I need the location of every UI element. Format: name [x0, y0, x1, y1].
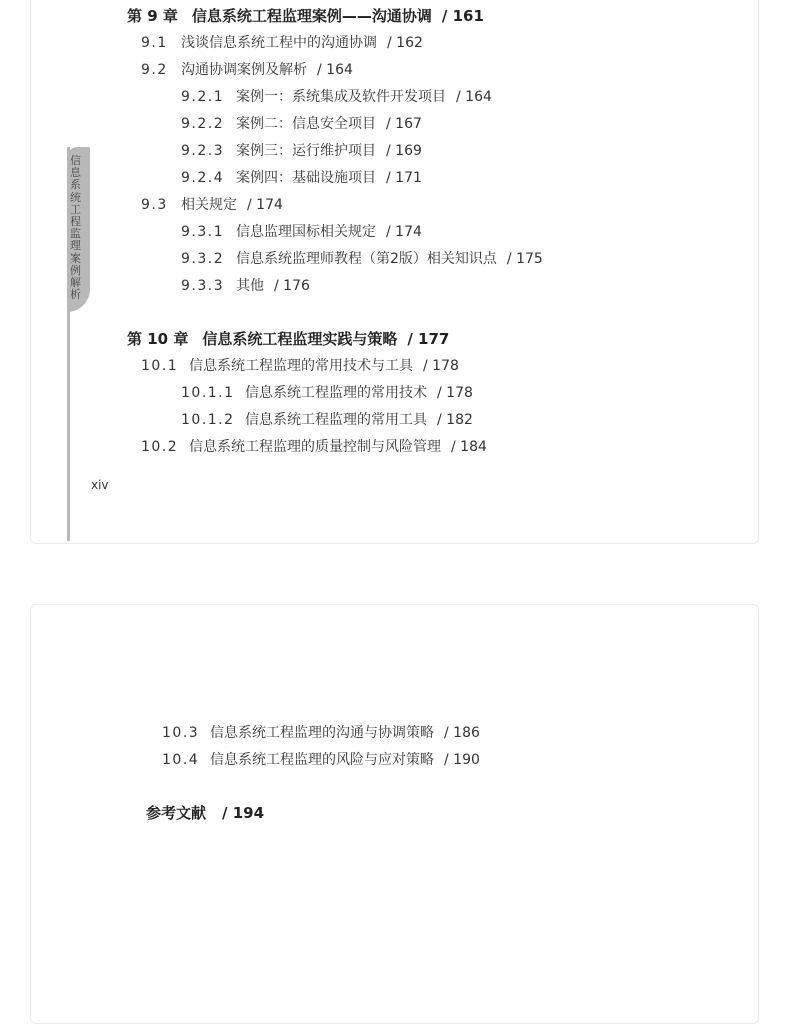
chapter-number: 第 9 章 — [127, 7, 178, 25]
section-number: 9.3.1 — [181, 224, 225, 240]
chapter-title: 信息系统工程监理实践与策略 — [202, 330, 398, 348]
page-ref: / 178 — [423, 358, 459, 374]
toc-entry-10-1-2[interactable] — [181, 411, 473, 429]
toc-entry-9-2[interactable] — [141, 61, 353, 79]
toc-entry-10-2[interactable] — [141, 438, 487, 456]
page-ref: / 174 — [386, 224, 422, 240]
section-number: 10.1 — [141, 358, 179, 374]
page-number: xiv — [91, 478, 109, 492]
page-ref: / 178 — [437, 385, 473, 401]
section-title: 案例四：基础设施项目 — [236, 170, 376, 186]
section-number: 9.2.4 — [181, 170, 225, 186]
section-number: 9.3.2 — [181, 251, 225, 267]
side-tab-background — [67, 147, 90, 312]
section-title: 信息系统监理师教程（第2版）相关知识点 — [236, 251, 497, 267]
page-ref: / 175 — [506, 251, 543, 267]
chapter-title: 信息系统工程监理案例——沟通协调 — [191, 7, 432, 25]
toc-entry-9-1[interactable] — [141, 34, 423, 52]
section-title: 信息监理国标相关规定 — [236, 224, 376, 240]
toc-entry-10-1[interactable] — [141, 357, 459, 375]
toc-entry-9-3-2[interactable] — [181, 250, 543, 268]
page-ref: / 161 — [441, 7, 484, 25]
toc-entry-9-2-4[interactable] — [181, 169, 422, 187]
section-title: 信息系统工程监理的沟通与协调策略 — [210, 725, 434, 741]
toc-chapter-10[interactable] — [127, 330, 449, 348]
section-number: 9.2.1 — [181, 89, 225, 105]
section-number: 10.2 — [141, 439, 179, 455]
page-ref: / 164 — [456, 89, 492, 105]
section-title: 浅谈信息系统工程中的沟通协调 — [181, 35, 377, 51]
page-ref: / 162 — [387, 35, 423, 51]
page-ref: / 184 — [451, 439, 487, 455]
section-number: 9.1 — [141, 35, 168, 51]
section-title: 其他 — [236, 278, 264, 294]
section-number: 9.3.3 — [181, 278, 225, 294]
toc-chapter-9[interactable] — [127, 7, 484, 25]
toc-entry-10-4[interactable] — [162, 751, 480, 769]
section-title: 案例三：运行维护项目 — [236, 143, 376, 159]
toc-entry-9-2-1[interactable] — [181, 88, 492, 106]
toc-entry-10-3[interactable] — [162, 724, 480, 742]
page-ref: / 171 — [386, 170, 422, 186]
section-title: 案例二：信息安全项目 — [236, 116, 376, 132]
toc-entry-9-2-2[interactable] — [181, 115, 422, 133]
section-title: 信息系统工程监理的质量控制与风险管理 — [189, 439, 441, 455]
section-number: 9.2 — [141, 62, 168, 78]
page-ref: / 167 — [386, 116, 422, 132]
toc-entry-10-1-1[interactable] — [181, 384, 473, 402]
toc-entry-9-2-3[interactable] — [181, 142, 422, 160]
section-number: 10.3 — [162, 725, 200, 741]
page-ref: / 190 — [444, 752, 480, 768]
page-ref: / 177 — [407, 330, 450, 348]
page-ref: / 182 — [437, 412, 473, 428]
section-title: 信息系统工程监理的常用技术 — [245, 385, 427, 401]
side-tab-label: 信息系统工程监理案例解析 — [70, 154, 81, 302]
section-number: 9.2.3 — [181, 143, 225, 159]
section-number: 10.4 — [162, 752, 200, 768]
section-title: 信息系统工程监理的常用技术与工具 — [189, 358, 413, 374]
section-number: 10.1.1 — [181, 385, 235, 401]
toc-page-lower — [30, 604, 759, 1024]
section-number: 9.3 — [141, 197, 168, 213]
toc-entry-9-3[interactable] — [141, 196, 283, 214]
section-number: 10.1.2 — [181, 412, 235, 428]
page-ref: / 164 — [317, 62, 353, 78]
toc-entry-9-3-1[interactable] — [181, 223, 422, 241]
section-title: 信息系统工程监理的常用工具 — [245, 412, 427, 428]
page-ref: / 176 — [274, 278, 310, 294]
chapter-number: 第 10 章 — [127, 330, 189, 348]
toc-entry-9-3-3[interactable] — [181, 277, 310, 295]
page-ref: / 194 — [222, 804, 265, 822]
page-ref: / 169 — [386, 143, 422, 159]
page-ref: / 186 — [444, 725, 480, 741]
toc-page-upper — [30, 0, 759, 544]
section-number: 9.2.2 — [181, 116, 225, 132]
page-ref: / 174 — [247, 197, 283, 213]
section-title: 信息系统工程监理的风险与应对策略 — [210, 752, 434, 768]
chapter-side-tab — [67, 147, 90, 541]
toc-references[interactable] — [146, 804, 264, 822]
references-title: 参考文献 — [146, 804, 207, 822]
section-title: 沟通协调案例及解析 — [181, 62, 307, 78]
section-title: 相关规定 — [181, 197, 237, 213]
section-title: 案例一：系统集成及软件开发项目 — [236, 89, 446, 105]
